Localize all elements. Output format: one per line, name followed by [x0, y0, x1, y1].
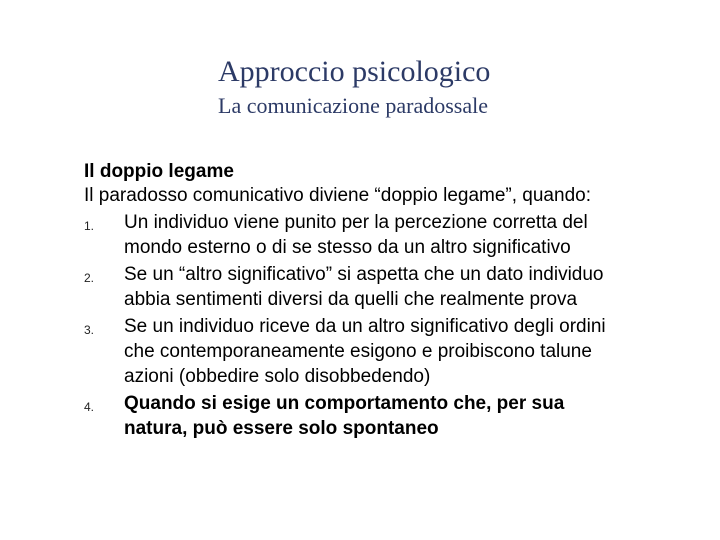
list-text: Se un “altro significativo” si aspetta che un dato individuo abbia sentimenti diversi da quelli che realmente prova [124, 264, 604, 310]
list-number: 1. [84, 219, 95, 233]
list-text: Un individuo viene punito per la percezione corretta del mondo esterno o di se stesso da un altro significativo [124, 212, 588, 258]
list-text: Quando si esige un comportamento che, per sua natura, può essere solo spontaneo [124, 393, 565, 439]
slide-content [84, 160, 684, 441]
list-number: 3. [84, 323, 95, 337]
list-item-2 [84, 262, 684, 312]
title-block [218, 52, 678, 120]
section-heading: Il doppio legame [84, 161, 234, 182]
slide-title: Approccio psicologico [218, 55, 491, 88]
list-item-4 [84, 391, 684, 441]
slide-subtitle: La comunicazione paradossale [218, 93, 488, 118]
list-number: 4. [84, 400, 95, 414]
list-text: Se un individuo riceve da un altro significativo degli ordini che contemporaneamente esigono e proibiscono talune azioni (obbedire solo disobbedendo) [124, 316, 606, 387]
intro-text: Il paradosso comunicativo diviene “doppio legame”, quando: [84, 185, 591, 206]
list-item-3 [84, 314, 684, 389]
list-item-1 [84, 210, 684, 260]
list-number: 2. [84, 271, 95, 285]
